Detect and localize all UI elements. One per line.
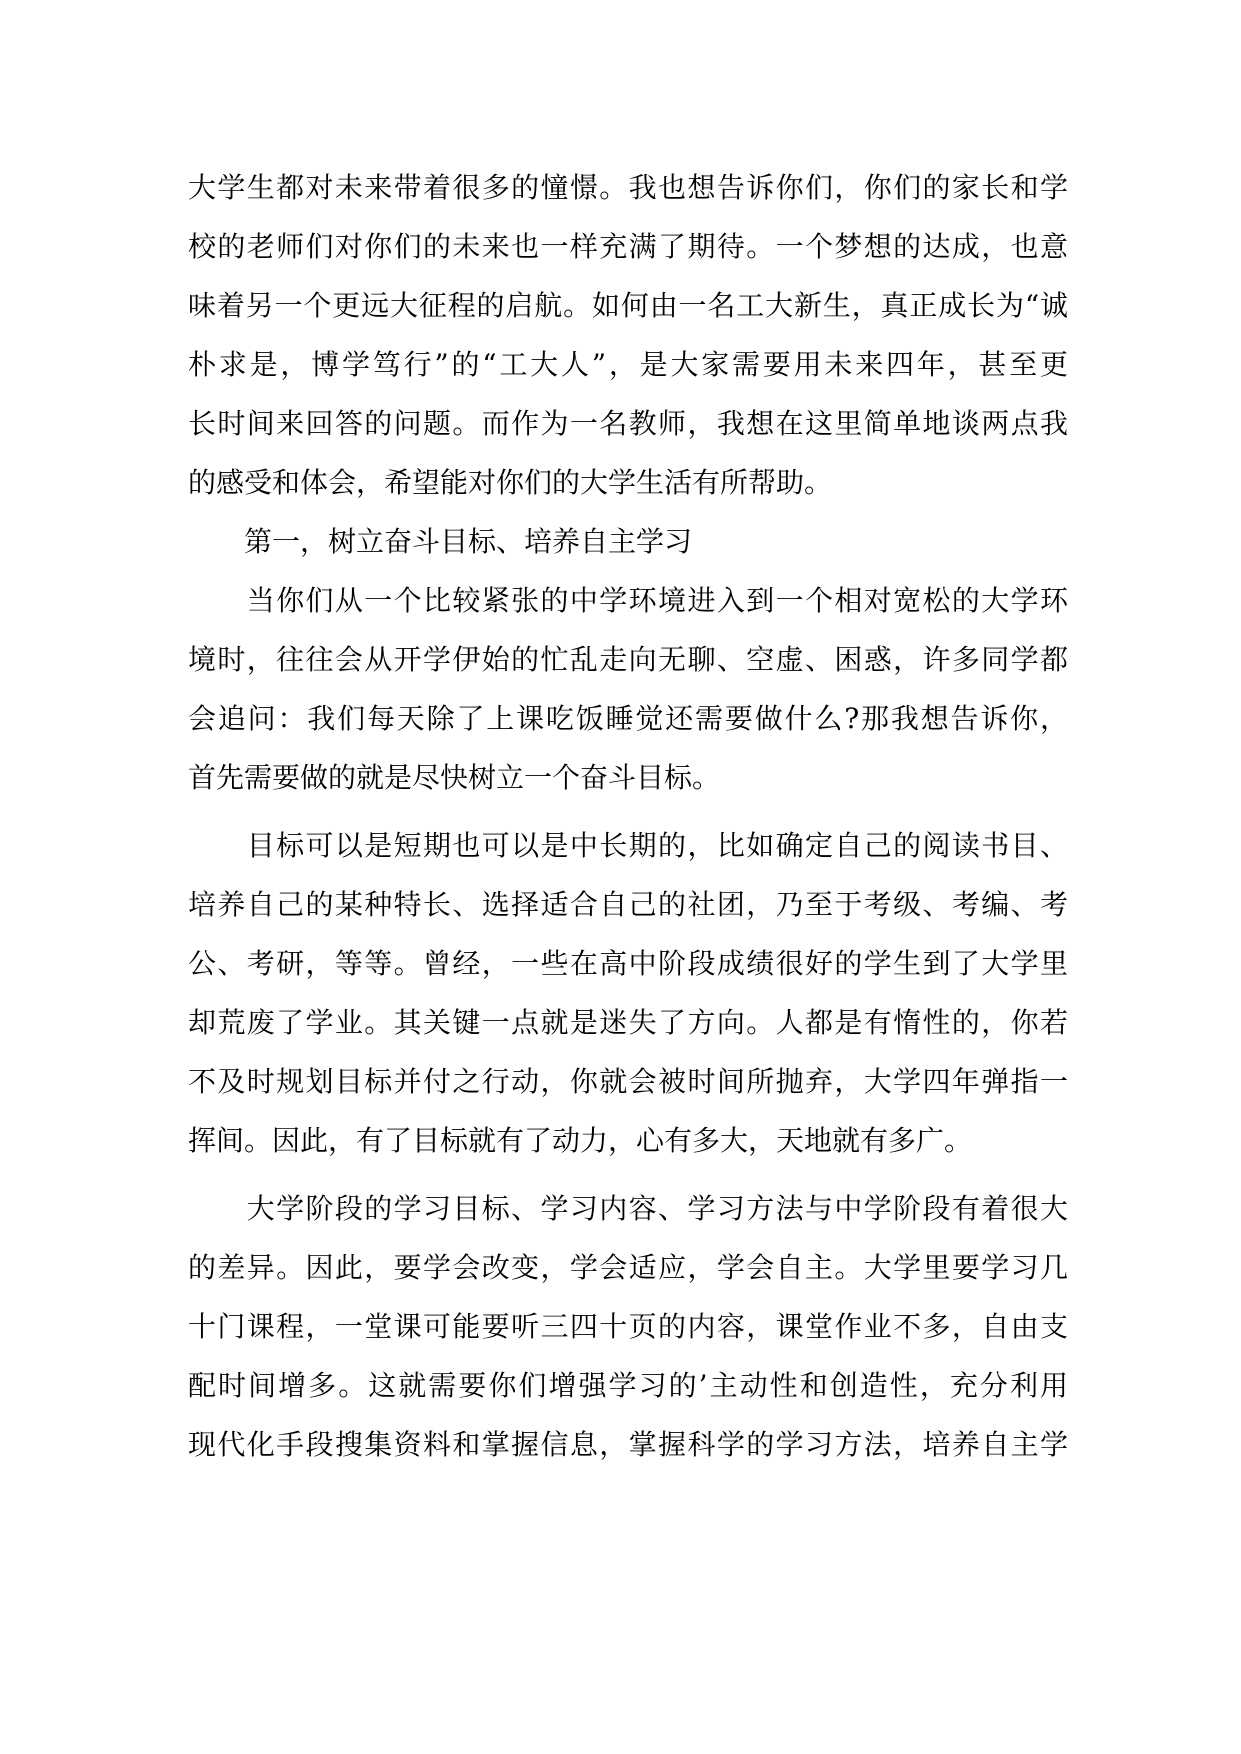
paragraph [188,571,1068,807]
text-line: 朴求是，博学笃行”的“工大人”，是大家需要用未来四年，甚至更 [188,348,1068,381]
text-line: 培养自己的某种特长、选择适合自己的社团，乃至于考级、考编、考 [188,888,1068,921]
text-line: 的感受和体会，希望能对你们的大学生活有所帮助。 [188,466,833,499]
text-line: 现代化手段搜集资料和掌握信息，掌握科学的学习方法，培养自主学 [188,1428,1068,1461]
text-line: 味着另一个更远大征程的启航。如何由一名工大新生，真正成长为“诚 [188,289,1068,322]
paragraph [188,1179,1068,1474]
paragraph-gap [188,1170,1068,1179]
text-line: 公、考研，等等。曾经，一些在高中阶段成绩很好的学生到了大学里 [188,947,1068,980]
text-line: 的差异。因此，要学会改变，学会适应，学会自主。大学里要学习几 [188,1251,1068,1284]
text-line: 境时，往往会从开学伊始的忙乱走向无聊、空虚、困惑，许多同学都 [188,643,1068,676]
text-line: 大学阶段的学习目标、学习内容、学习方法与中学阶段有着很大 [188,1192,1068,1225]
text-line: 会追问：我们每天除了上课吃饭睡觉还需要做什么?那我想告诉你， [188,702,1068,735]
text-line: 长时间来回答的问题。而作为一名教师，我想在这里简单地谈两点我 [188,407,1068,440]
paragraph [188,158,1068,512]
text-line: 却荒废了学业。其关键一点就是迷失了方向。人都是有惰性的，你若 [188,1006,1068,1039]
paragraph-gap [188,807,1068,816]
text-line: 当你们从一个比较紧张的中学环境进入到一个相对宽松的大学环 [188,584,1068,617]
text-line: 配时间增多。这就需要你们增强学习的’主动性和创造性，充分利用 [188,1369,1068,1402]
body-text [188,158,1068,1474]
text-line: 首先需要做的就是尽快树立一个奋斗目标。 [188,761,721,794]
text-line: 挥间。因此，有了目标就有了动力，心有多大，天地就有多广。 [188,1124,973,1157]
text-line: 十门课程，一堂课可能要听三四十页的内容，课堂作业不多，自由支 [188,1310,1068,1343]
text-line: 第一，树立奋斗目标、培养自主学习 [188,525,693,558]
paragraph [188,816,1068,1170]
section-heading [188,512,1068,571]
text-line: 大学生都对未来带着很多的憧憬。我也想告诉你们，你们的家长和学 [188,171,1068,204]
text-line: 目标可以是短期也可以是中长期的，比如确定自己的阅读书目、 [188,829,1068,862]
text-line: 不及时规划目标并付之行动，你就会被时间所抛弃，大学四年弹指一 [188,1065,1068,1098]
text-line: 校的老师们对你们的未来也一样充满了期待。一个梦想的达成，也意 [188,230,1068,263]
